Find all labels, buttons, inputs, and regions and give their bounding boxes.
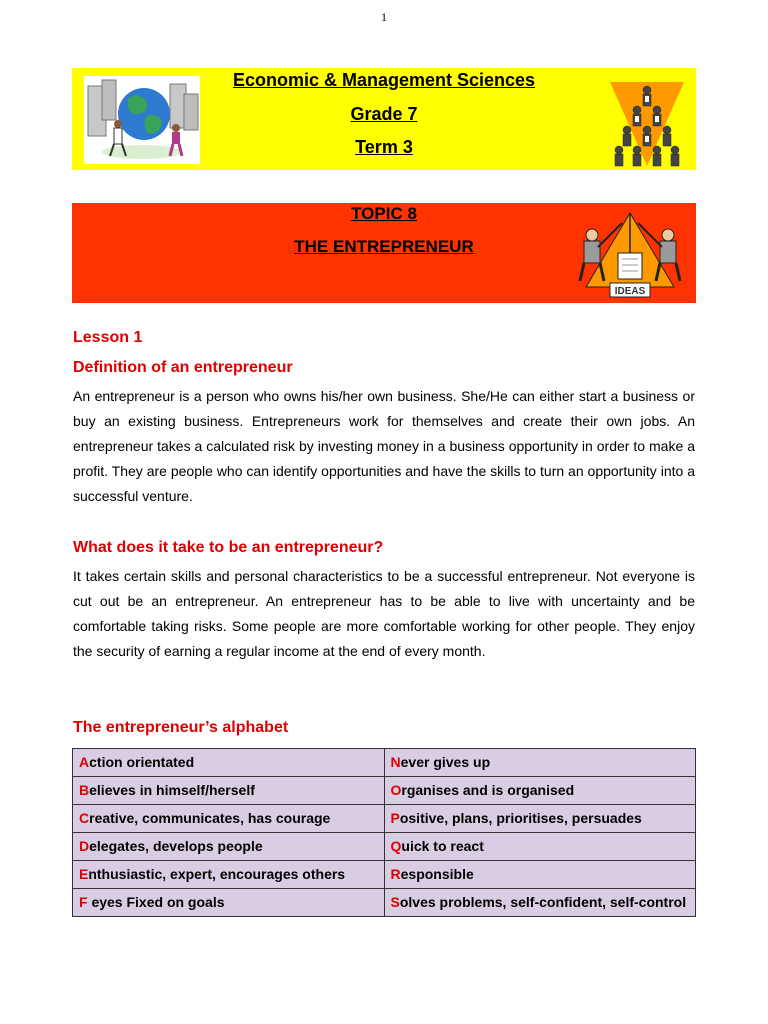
- table-row: [73, 833, 696, 861]
- alphabet-trait: rganises and is organised: [401, 782, 575, 798]
- ideas-clipart: [572, 209, 692, 299]
- lesson-title: Lesson 1: [73, 329, 143, 346]
- alphabet-letter: N: [390, 754, 401, 770]
- people-pyramid-clipart: [610, 80, 684, 168]
- alphabet-cell-left: [73, 749, 385, 777]
- alphabet-trait: eyes Fixed on goals: [87, 894, 225, 910]
- alphabet-trait: elegates, develops people: [89, 838, 263, 854]
- grade-title: Grade 7: [350, 104, 418, 124]
- alphabet-trait: ositive, plans, prioritises, persuades: [399, 810, 642, 826]
- alphabet-cell-right: [384, 861, 696, 889]
- alphabet-cell-left: [73, 833, 385, 861]
- alphabet-table: [72, 748, 696, 917]
- alphabet-cell-right: [384, 749, 696, 777]
- table-row: [73, 805, 696, 833]
- alphabet-heading: The entrepreneur’s alphabet: [73, 719, 289, 736]
- alphabet-cell-left: [73, 861, 385, 889]
- alphabet-cell-left: [73, 805, 385, 833]
- table-row: [73, 889, 696, 917]
- alphabet-trait: olves problems, self-confident, self-control: [399, 894, 687, 910]
- alphabet-cell-left: [73, 889, 385, 917]
- alphabet-trait: ction orientated: [89, 754, 195, 770]
- alphabet-letter: F: [79, 894, 88, 910]
- header-banner: [72, 68, 696, 170]
- alphabet-trait: nthusiastic, expert, encourages others: [88, 866, 346, 882]
- alphabet-letter: R: [390, 866, 401, 882]
- table-row: [73, 861, 696, 889]
- topic-label: TOPIC 8: [351, 204, 417, 223]
- alphabet-trait: reative, communicates, has courage: [89, 810, 331, 826]
- alphabet-trait: elieves in himself/herself: [89, 782, 255, 798]
- takes-paragraph: It takes certain skills and personal characteristics to be a successful entrepreneur. Not everyone is cut out be an entrepreneur. An entrepreneur has to be able to live with uncertainty and be comfortable taking risks. Some people are more comfortable working for other people. They enjoy the security of earning a regular income at the end of every month.: [73, 568, 695, 659]
- alphabet-letter: Q: [390, 838, 402, 854]
- term-title: Term 3: [355, 137, 413, 157]
- ideas-sign: IDEAS: [614, 286, 646, 297]
- alphabet-cell-right: [384, 805, 696, 833]
- alphabet-cell-left: [73, 777, 385, 805]
- alphabet-trait: uick to react: [401, 838, 484, 854]
- alphabet-letter: D: [79, 838, 90, 854]
- alphabet-trait: ever gives up: [400, 754, 491, 770]
- definition-paragraph: An entrepreneur is a person who owns his/her own business. She/He can either start a business or buy an existing business. Entrepreneurs work for themselves and create their own jobs. An entrepreneur takes a calculated risk by investing money in a business opportunity in order to make a profit. They are people who can identify opportunities and have the skills to turn an opportunity into a successful venture.: [73, 388, 695, 504]
- page-number: 1: [381, 10, 387, 24]
- alphabet-letter: B: [79, 782, 90, 798]
- alphabet-letter: E: [79, 866, 89, 882]
- alphabet-letter: O: [390, 782, 402, 798]
- subject-title: Economic & Management Sciences: [232, 70, 536, 90]
- alphabet-letter: A: [79, 754, 90, 770]
- alphabet-letter: P: [390, 810, 400, 826]
- alphabet-trait: esponsible: [400, 866, 474, 882]
- table-row: [73, 749, 696, 777]
- definition-heading: Definition of an entrepreneur: [73, 359, 293, 376]
- alphabet-cell-right: [384, 833, 696, 861]
- alphabet-letter: S: [390, 894, 400, 910]
- alphabet-letter: C: [79, 810, 90, 826]
- table-row: [73, 777, 696, 805]
- topic-banner: [72, 203, 696, 303]
- alphabet-cell-right: [384, 777, 696, 805]
- topic-title: THE ENTREPRENEUR: [294, 237, 474, 256]
- takes-heading: What does it take to be an entrepreneur?: [73, 539, 384, 556]
- alphabet-cell-right: [384, 889, 696, 917]
